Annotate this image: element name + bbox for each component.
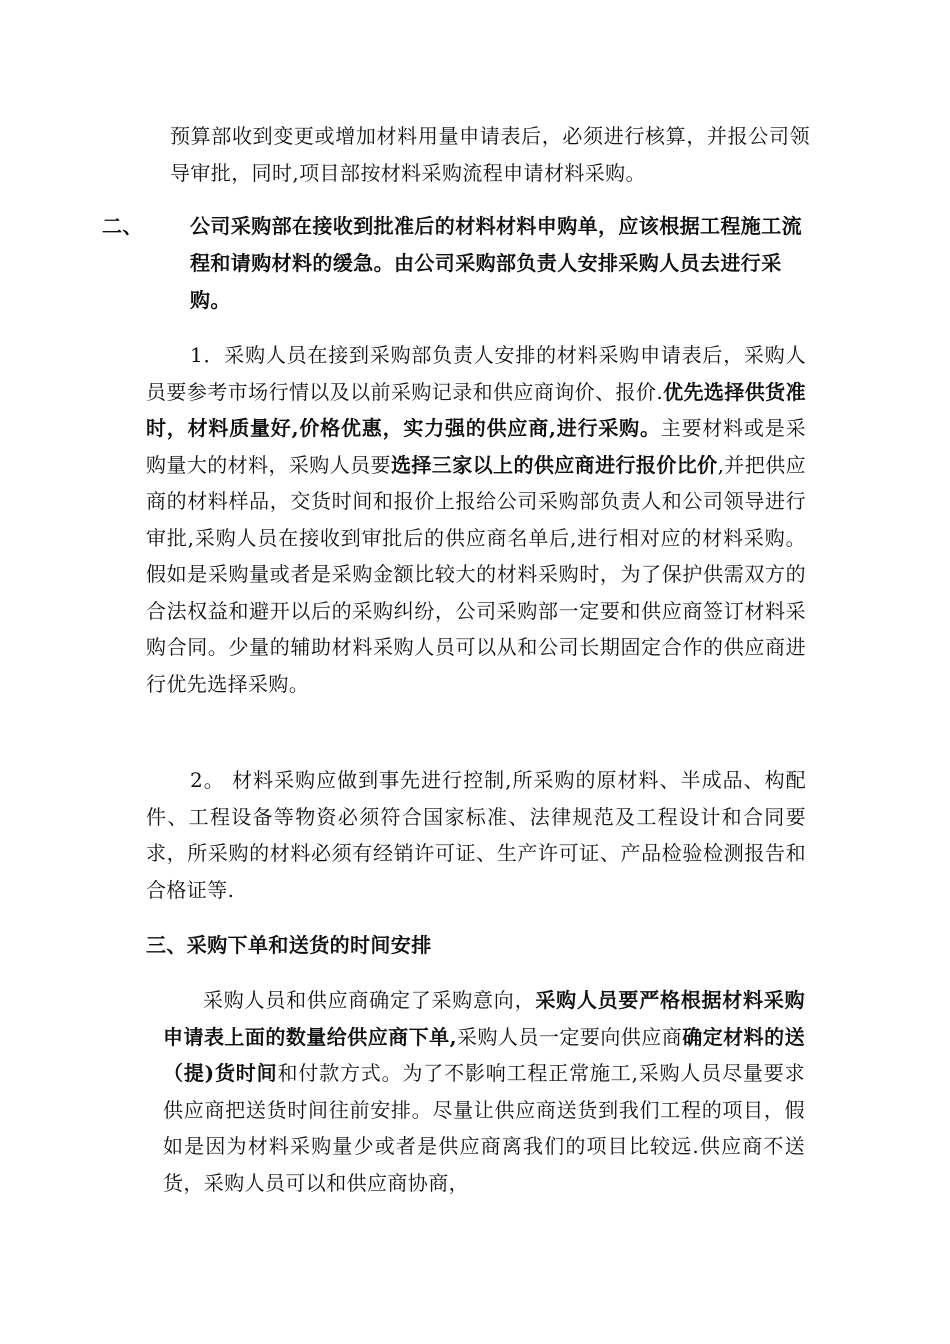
section-3-paragraph (163, 982, 805, 1201)
intro-text: 预算部收到变更或增加材料用量申请表后，必须进行核算，并报公司领导审批，同时,项目部按材料采购流程申请材料采购。 (170, 124, 810, 185)
section-3-bold-1: 采购人员要严格根据材料采购申请表上面的数量给供应商下单, (163, 988, 805, 1049)
section-2-number: 二、 (102, 214, 143, 238)
item-2-text: 2。 材料采购应做到事先进行控制,所采购的原材料、半成品、构配件、工程设备等物资必须符合国家标准、法律规范及工程设计和合同要求，所采购的材料必须有经销许可证、生产许可证、产品检验检测报告和合格证等. (146, 768, 806, 902)
section-3-bold-2: 确定材料的送（提)货时间 (163, 1024, 805, 1085)
section-3-heading: 三、采购下单和送货的时间安排 (146, 933, 432, 957)
item-1-bold-2: 选择三家以上的供应商进行报价比价 (390, 452, 718, 477)
section-2-heading (102, 208, 806, 319)
item-1-text-2: 主要材料或是采购量大的材料，采购人员要 (146, 416, 806, 477)
item-1-text-3: ,并把供应商的材料样品，交货时间和报价上报给公司采购部负责人和公司领导进行审批,采购人员在接收到审批后的供应商名单后,进行相对应的材料采购。假如是采购量或者是采购金额比较大的材料采购时，为了保护供需双方的合法权益和避开以后的采购纠纷，公司采购部一定要和供应商签订材料采购合同。少量的辅助材料采购人员可以从和公司长期固定合作的供应商进行优先选择采购。 (146, 452, 807, 696)
intro-paragraph (170, 118, 810, 191)
section-3-text-2: 采购人员一定要向供应商 (456, 1024, 683, 1049)
section-3-text-1: 采购人员和供应商确定了采购意向， (203, 988, 536, 1012)
section-3-text-3: 和付款方式。为了不影响工程正常施工,采购人员尽量要求供应商把送货时间往前安排。尽量让供应商送货到我们工程的项目，假如是因为材料采购量少或者是供应商离我们的项目比较远.供应商不送货，采购人员可以和供应商协商， (163, 1061, 805, 1195)
section-2-heading-text: 公司采购部在接收到批准后的材料材料申购单，应该根据工程施工流程和请购材料的缓急。由公司采购部负责人安排采购人员去进行采购。 (190, 214, 802, 312)
item-1-paragraph (146, 337, 806, 702)
item-2-paragraph (146, 762, 806, 908)
item-1-text-1: 1．采购人员在接到采购部负责人安排的材料采购申请表后，采购人员要参考市场行情以及以前采购记录和供应商询价、报价. (146, 343, 806, 404)
item-1-bold-1: 优先选择供货准时，材料质量好,价格优惠，实力强的供应商,进行采购。 (146, 379, 806, 440)
